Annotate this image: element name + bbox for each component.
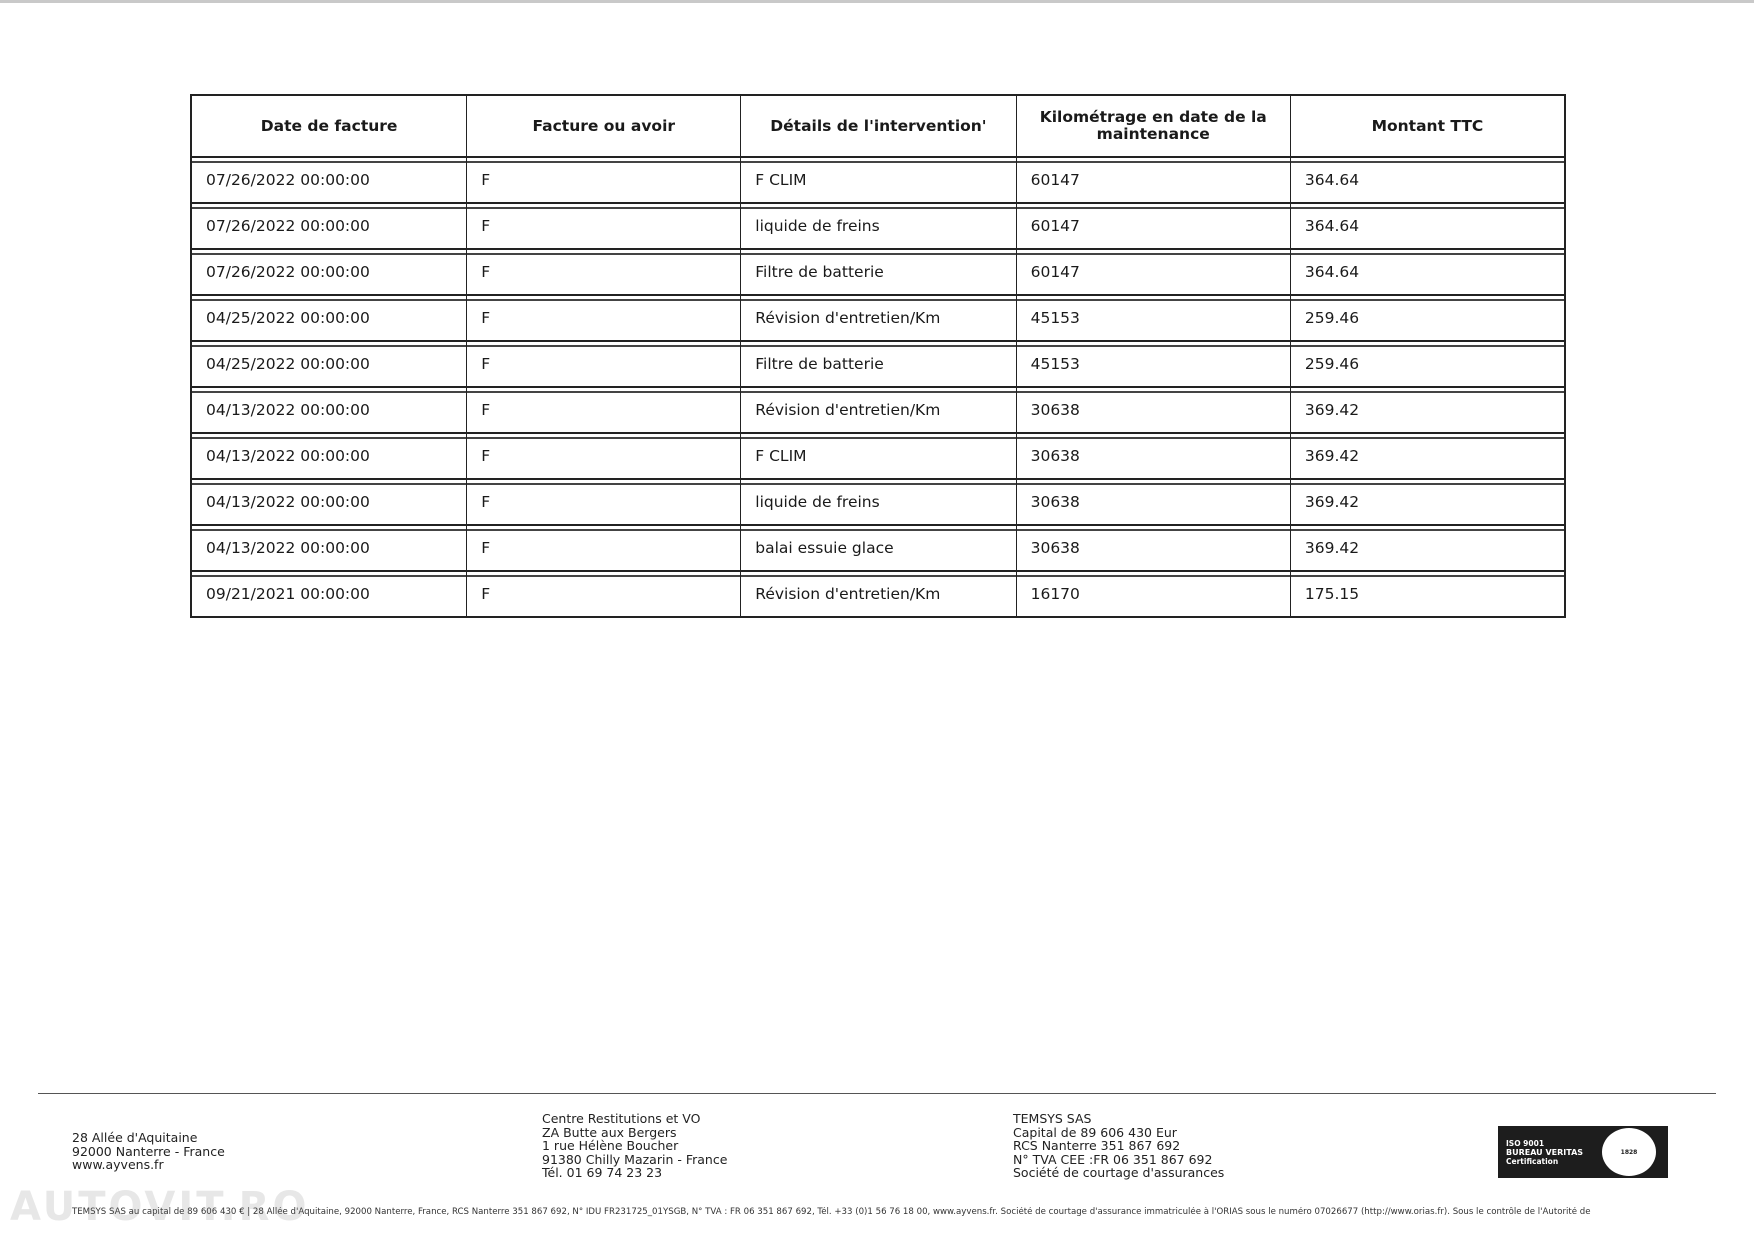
footer-line: Capital de 89 606 430 Eur — [1013, 1124, 1177, 1140]
footer-line: 92000 Nanterre - France — [72, 1143, 225, 1159]
cell-details: balai essuie glace — [741, 526, 1016, 572]
cell-mileage: 30638 — [1017, 480, 1291, 526]
cell-date: 04/13/2022 00:00:00 — [192, 388, 467, 434]
cell-amount: 369.42 — [1291, 480, 1564, 526]
cell-mileage: 60147 — [1017, 250, 1291, 296]
cell-date: 04/13/2022 00:00:00 — [192, 434, 467, 480]
cell-amount: 364.64 — [1291, 204, 1564, 250]
footer-legal-notice: TEMSYS SAS au capital de 89 606 430 € | 28 Allée d'Aquitaine, 92000 Nanterre, France, RCS Nanterre 351 867 692, N° IDU FR231725_01YSGB, N° TVA : FR 06 351 867 692, Tél. +33 (0)1 56 76 18 00, www.ayvens.fr. Société de courtage d'assurance immatriculée à l'ORIAS sous le numéro 07026677 (http://www.orias.fr). Sous le contrôle de l'Autorité de — [72, 1207, 1591, 1217]
cell-date: 07/26/2022 00:00:00 — [192, 204, 467, 250]
table-row — [192, 296, 1564, 342]
cell-amount: 364.64 — [1291, 158, 1564, 204]
footer-line: Société de courtage d'assurances — [1013, 1165, 1225, 1181]
footer-line: RCS Nanterre 351 867 692 — [1013, 1138, 1181, 1154]
cell-mileage: 45153 — [1017, 342, 1291, 388]
footer-line: N° TVA CEE :FR 06 351 867 692 — [1013, 1151, 1213, 1167]
cert-certification: Certification — [1506, 1156, 1559, 1166]
table-row — [192, 158, 1564, 204]
cell-type: F — [467, 572, 741, 618]
cell-type: F — [467, 250, 741, 296]
table-row — [192, 526, 1564, 572]
header-invoice-date: Date de facture — [192, 96, 467, 158]
cell-type: F — [467, 480, 741, 526]
footer-phone: Tél. 01 69 74 23 23 — [542, 1165, 663, 1181]
footer-line: Centre Restitutions et VO — [542, 1111, 701, 1126]
cell-amount: 259.46 — [1291, 296, 1564, 342]
footer-line: 91380 Chilly Mazarin - France — [542, 1151, 728, 1167]
cert-bureau-veritas: BUREAU VERITAS — [1506, 1147, 1584, 1157]
footer-divider — [38, 1093, 1716, 1094]
cert-text — [1498, 1139, 1583, 1166]
header-amount: Montant TTC — [1291, 96, 1564, 158]
cell-mileage: 16170 — [1017, 572, 1291, 618]
table-row — [192, 204, 1564, 250]
table-row — [192, 434, 1564, 480]
cell-details: Filtre de batterie — [741, 342, 1016, 388]
cell-date: 07/26/2022 00:00:00 — [192, 250, 467, 296]
cell-details: Révision d'entretien/Km — [741, 296, 1016, 342]
header-intervention-details: Détails de l'intervention' — [741, 96, 1016, 158]
header-mileage: Kilométrage en date de la maintenance — [1017, 96, 1291, 158]
cell-date: 09/21/2021 00:00:00 — [192, 572, 467, 618]
cell-details: Filtre de batterie — [741, 250, 1016, 296]
cell-type: F — [467, 388, 741, 434]
cell-type: F — [467, 158, 741, 204]
header-invoice-or-credit: Facture ou avoir — [467, 96, 741, 158]
table-header-row — [192, 96, 1564, 158]
table-row — [192, 572, 1564, 618]
footer-headquarters-address — [72, 1131, 225, 1172]
cell-details: liquide de freins — [741, 480, 1016, 526]
cell-details: F CLIM — [741, 434, 1016, 480]
cell-type: F — [467, 342, 741, 388]
footer-company-info — [1013, 1112, 1224, 1180]
maintenance-invoice-table — [190, 94, 1566, 618]
table-row — [192, 250, 1564, 296]
cell-date: 04/13/2022 00:00:00 — [192, 480, 467, 526]
cell-date: 04/13/2022 00:00:00 — [192, 526, 467, 572]
table-row — [192, 388, 1564, 434]
cell-details: F CLIM — [741, 158, 1016, 204]
footer-line: TEMSYS SAS — [1013, 1111, 1092, 1126]
cell-mileage: 30638 — [1017, 434, 1291, 480]
cell-amount: 369.42 — [1291, 434, 1564, 480]
bureau-veritas-seal-icon — [1600, 1126, 1658, 1178]
cell-amount: 175.15 — [1291, 572, 1564, 618]
cell-type: F — [467, 296, 741, 342]
cell-amount: 364.64 — [1291, 250, 1564, 296]
cell-date: 04/25/2022 00:00:00 — [192, 296, 467, 342]
cell-amount: 259.46 — [1291, 342, 1564, 388]
cell-date: 07/26/2022 00:00:00 — [192, 158, 467, 204]
cell-mileage: 60147 — [1017, 204, 1291, 250]
page-top-edge — [0, 0, 1754, 3]
footer-line: ZA Butte aux Bergers — [542, 1124, 677, 1140]
footer-website: www.ayvens.fr — [72, 1157, 164, 1173]
cell-details: Révision d'entretien/Km — [741, 572, 1016, 618]
table-row — [192, 342, 1564, 388]
watermark: AUTOVIT.RO — [10, 1184, 310, 1230]
footer-line: 1 rue Hélène Boucher — [542, 1138, 679, 1154]
footer-line: 28 Allée d'Aquitaine — [72, 1130, 198, 1145]
footer-center-address — [542, 1112, 727, 1180]
cell-date: 04/25/2022 00:00:00 — [192, 342, 467, 388]
cert-iso: ISO 9001 — [1506, 1138, 1545, 1148]
cell-mileage: 30638 — [1017, 526, 1291, 572]
cell-type: F — [467, 204, 741, 250]
cell-details: Révision d'entretien/Km — [741, 388, 1016, 434]
table-row — [192, 480, 1564, 526]
cell-mileage: 30638 — [1017, 388, 1291, 434]
cell-type: F — [467, 434, 741, 480]
cell-amount: 369.42 — [1291, 526, 1564, 572]
cell-type: F — [467, 526, 741, 572]
cert-seal-year: 1828 — [1620, 1148, 1638, 1156]
cell-details: liquide de freins — [741, 204, 1016, 250]
cell-mileage: 60147 — [1017, 158, 1291, 204]
cell-amount: 369.42 — [1291, 388, 1564, 434]
bureau-veritas-certification-logo — [1498, 1126, 1668, 1178]
cell-mileage: 45153 — [1017, 296, 1291, 342]
